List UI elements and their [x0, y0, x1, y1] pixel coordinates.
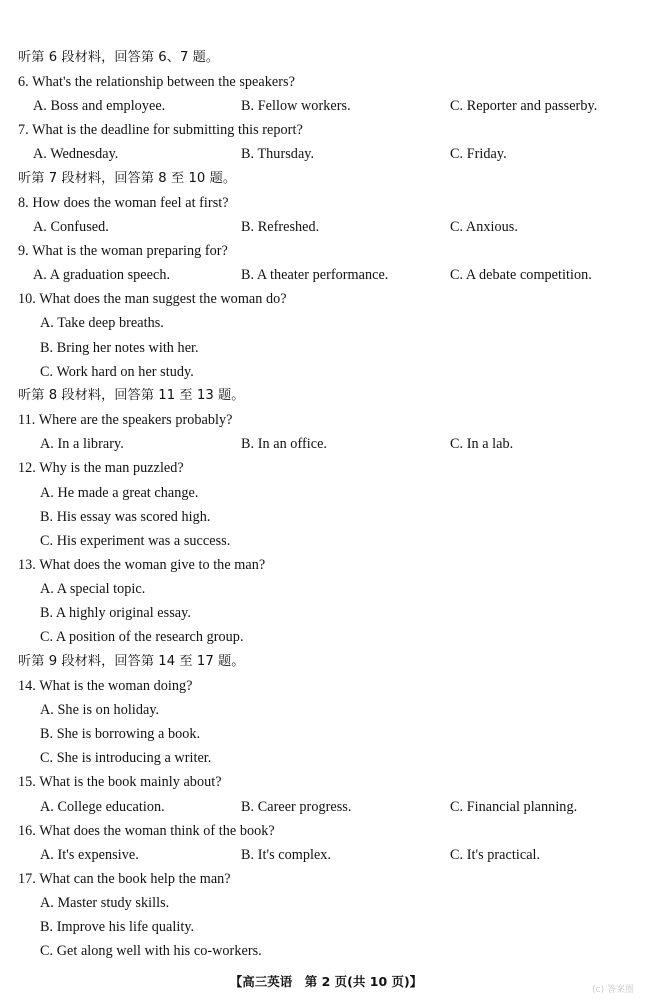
question-14-option-c: C. She is introducing a writer. [40, 750, 212, 766]
question-16-option-c: C. It's practical. [450, 847, 541, 863]
question-8-options [33, 216, 633, 238]
question-11-stem: 11. Where are the speakers probably? [18, 412, 233, 428]
section-heading-7: 听第 7 段材料，回答第 8 至 10 题。 [18, 171, 237, 186]
question-15-option-b: B. Career progress. [241, 799, 352, 815]
question-12-option-b: B. His essay was scored high. [40, 509, 211, 525]
question-16-option-b: B. It's complex. [241, 847, 332, 863]
page-footer: 【高三英语 第 2 页(共 10 页)】 [229, 974, 423, 989]
question-7-options [33, 143, 633, 165]
question-8-stem: 8. How does the woman feel at first? [18, 195, 229, 211]
question-9-stem: 9. What is the woman preparing for? [18, 243, 228, 259]
question-9-option-a: A. A graduation speech. [33, 267, 171, 283]
question-8-option-a: A. Confused. [33, 219, 109, 235]
question-15-option-a: A. College education. [40, 799, 165, 815]
question-15-option-c: C. Financial planning. [450, 799, 578, 815]
section-heading-9: 听第 9 段材料，回答第 14 至 17 题。 [18, 654, 245, 669]
question-7-option-b: B. Thursday. [241, 146, 315, 162]
question-12-option-a: A. He made a great change. [40, 485, 199, 501]
question-15-options [40, 796, 630, 818]
question-9-option-c: C. A debate competition. [450, 267, 592, 283]
question-13-option-b: B. A highly original essay. [40, 605, 191, 621]
question-17-stem: 17. What can the book help the man? [18, 871, 231, 887]
question-6-option-a: A. Boss and employee. [33, 98, 166, 114]
question-6-option-b: B. Fellow workers. [241, 98, 351, 114]
question-9-option-b: B. A theater performance. [241, 267, 389, 283]
question-10-stem: 10. What does the man suggest the woman do? [18, 291, 287, 307]
question-14-option-b: B. She is borrowing a book. [40, 726, 201, 742]
question-13-option-a: A. A special topic. [40, 581, 146, 597]
question-6-stem: 6. What's the relationship between the speakers? [18, 74, 295, 90]
question-10-option-b: B. Bring her notes with her. [40, 340, 199, 356]
question-7-option-a: A. Wednesday. [33, 146, 119, 162]
question-13-stem: 13. What does the woman give to the man? [18, 557, 266, 573]
question-17-option-b: B. Improve his life quality. [40, 919, 195, 935]
question-11-option-a: A. In a library. [40, 436, 124, 452]
question-7-stem: 7. What is the deadline for submitting this report? [18, 122, 303, 138]
section-heading-6: 听第 6 段材料，回答第 6、7 题。 [18, 50, 220, 65]
question-6-options [33, 95, 633, 117]
question-16-stem: 16. What does the woman think of the book? [18, 823, 275, 839]
question-16-option-a: A. It's expensive. [40, 847, 139, 863]
watermark: (c) 答案圈 [592, 985, 634, 995]
question-6-option-c: C. Reporter and passerby. [450, 98, 598, 114]
section-heading-8: 听第 8 段材料，回答第 11 至 13 题。 [18, 388, 245, 403]
question-12-stem: 12. Why is the man puzzled? [18, 460, 184, 476]
question-9-options [33, 264, 633, 286]
question-13-option-c: C. A position of the research group. [40, 629, 244, 645]
question-12-option-c: C. His experiment was a success. [40, 533, 231, 549]
question-10-option-a: A. Take deep breaths. [40, 315, 164, 331]
question-16-options [40, 844, 630, 866]
question-15-stem: 15. What is the book mainly about? [18, 774, 222, 790]
question-8-option-c: C. Anxious. [450, 219, 518, 235]
question-14-stem: 14. What is the woman doing? [18, 678, 193, 694]
question-8-option-b: B. Refreshed. [241, 219, 320, 235]
question-11-option-c: C. In a lab. [450, 436, 514, 452]
question-11-options [40, 433, 630, 455]
question-17-option-a: A. Master study skills. [40, 895, 170, 911]
question-11-option-b: B. In an office. [241, 436, 328, 452]
question-10-option-c: C. Work hard on her study. [40, 364, 194, 380]
question-17-option-c: C. Get along well with his co-workers. [40, 943, 262, 959]
question-7-option-c: C. Friday. [450, 146, 507, 162]
question-14-option-a: A. She is on holiday. [40, 702, 160, 718]
